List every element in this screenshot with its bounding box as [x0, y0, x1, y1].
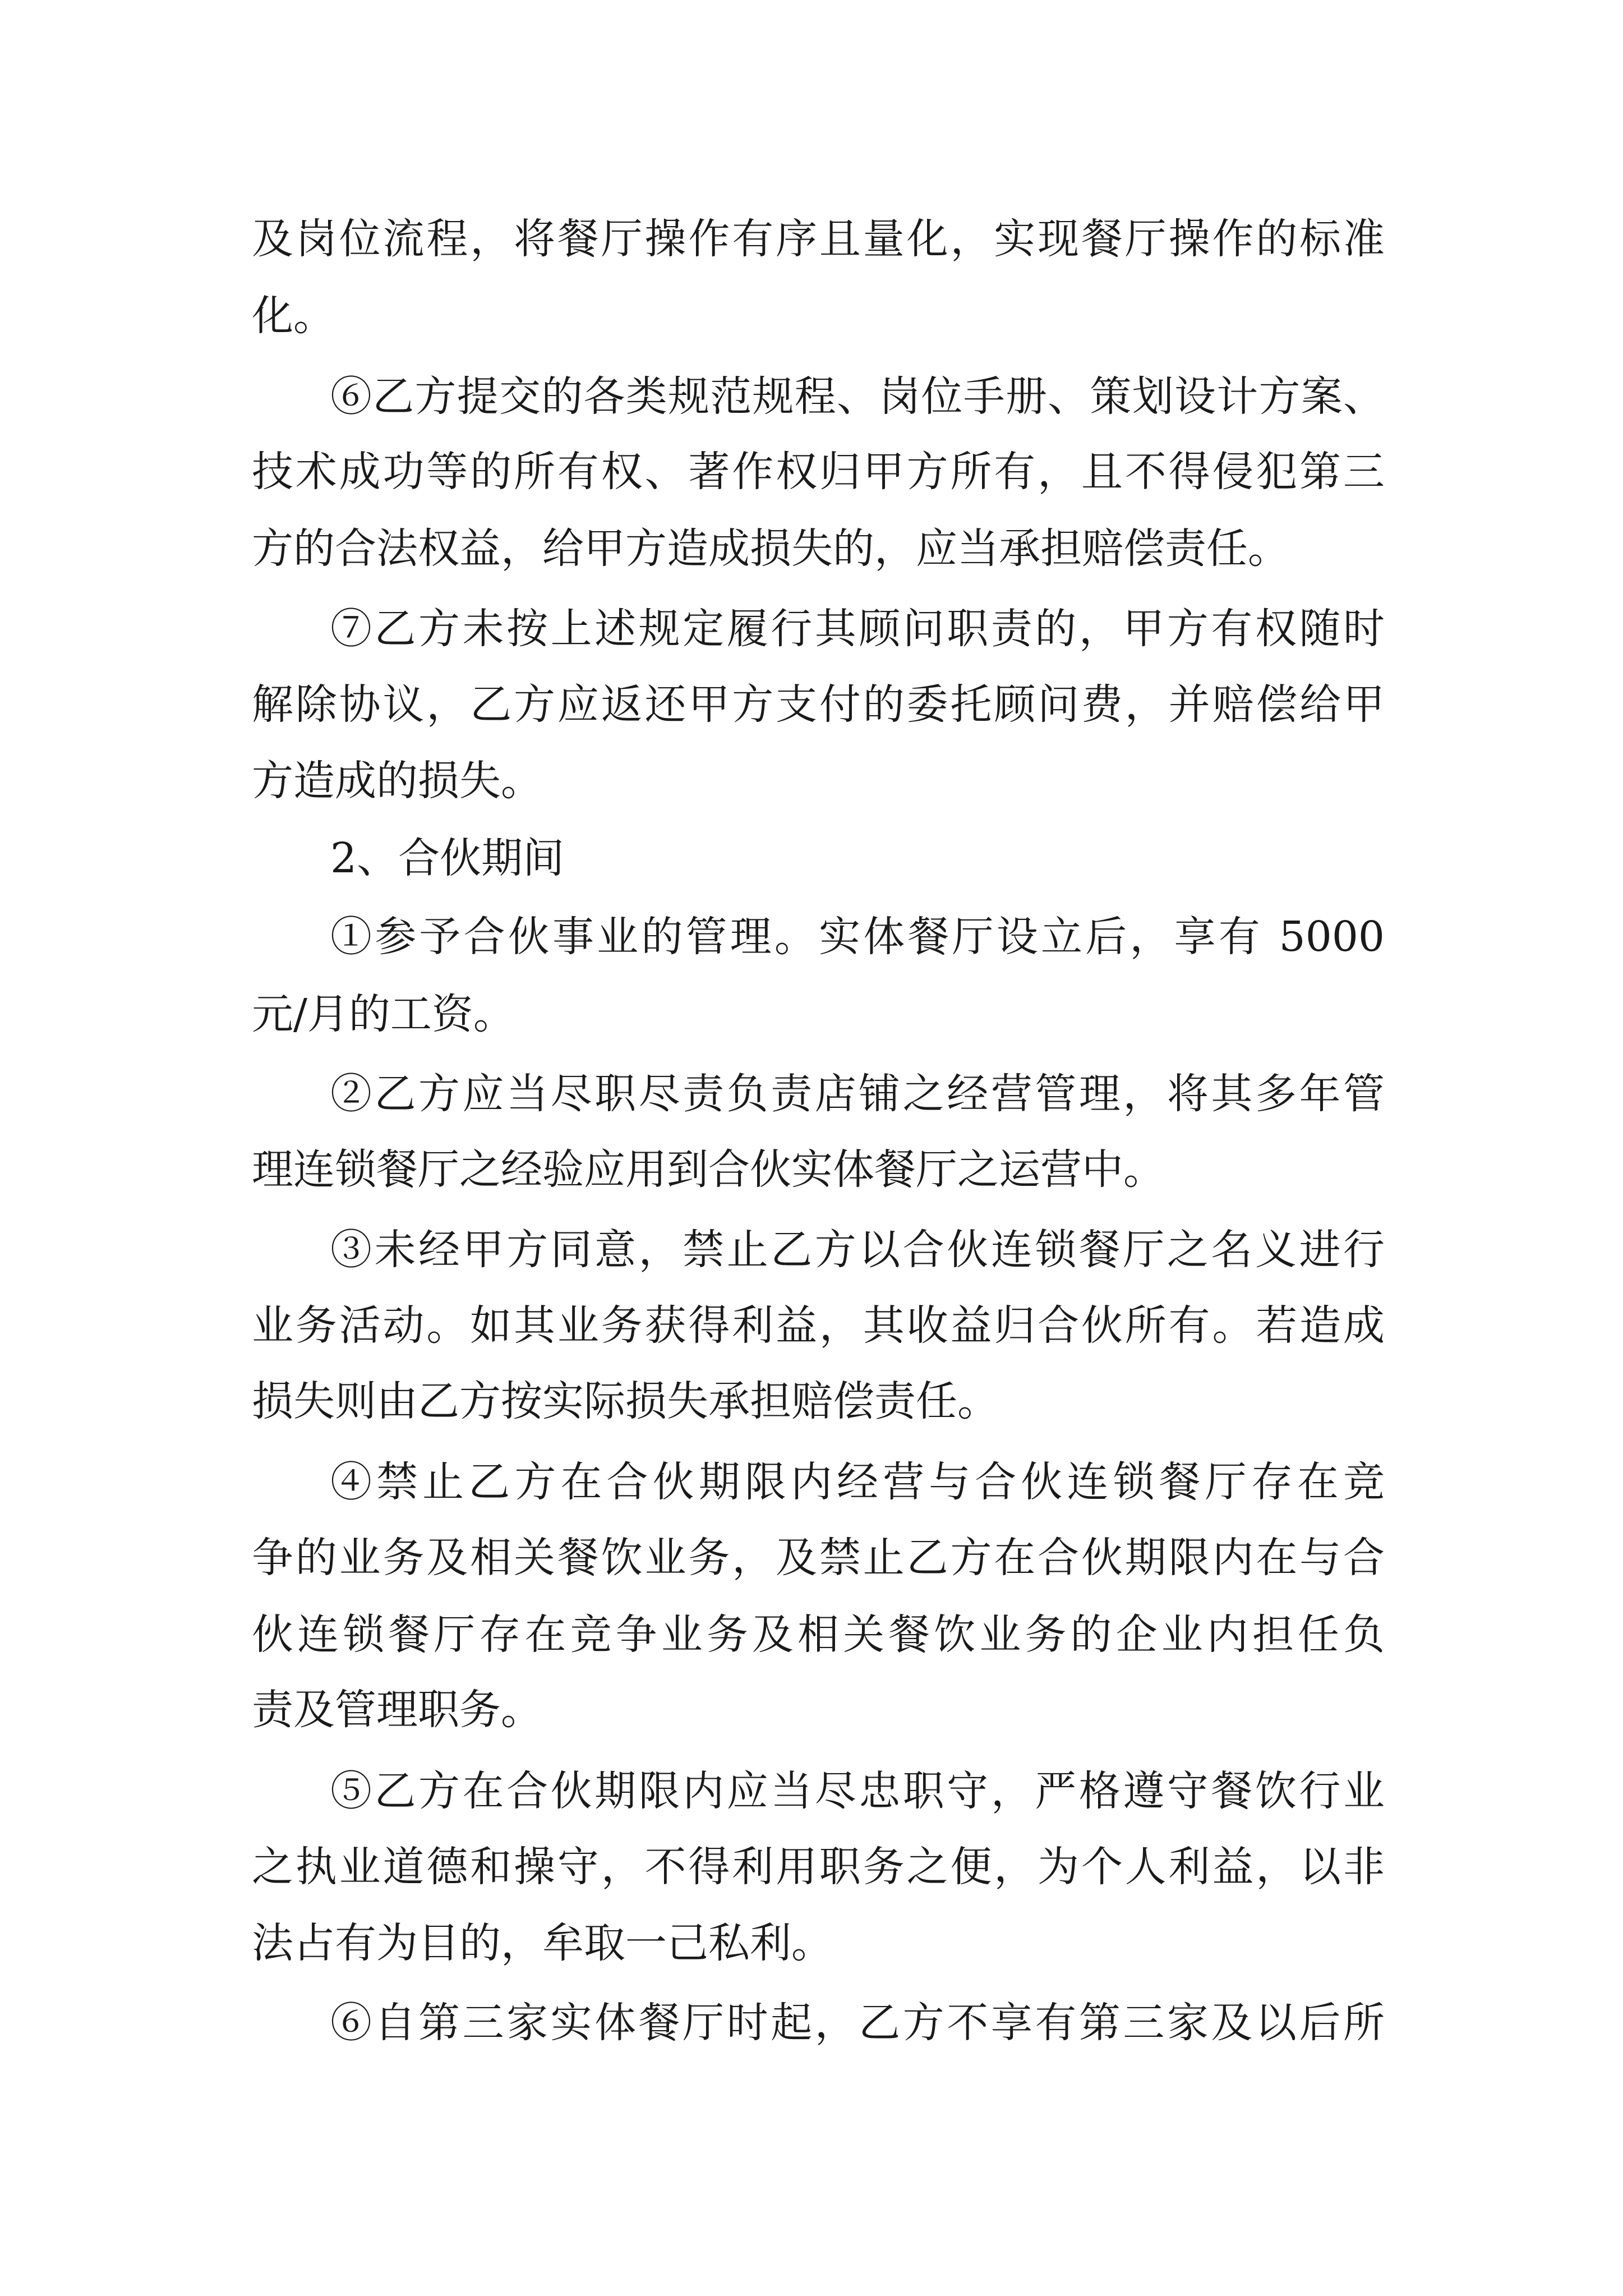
text-line: ③未经甲方同意，禁止乙方以合伙连锁餐厅之名义进行 [330, 1226, 1385, 1274]
text-line: 解除协议，乙方应返还甲方支付的委托顾问费，并赔偿给甲 [252, 680, 1385, 729]
text-line: 争的业务及相关餐饮业务，及禁止乙方在合伙期限内在与合 [252, 1534, 1385, 1582]
text-line: ⑥自第三家实体餐厅时起，乙方不享有第三家及以后所 [330, 1999, 1385, 2047]
section-heading: 2、合伙期间 [330, 834, 565, 882]
text-line: ⑦乙方未按上述规定履行其顾问职责的，甲方有权随时 [330, 605, 1385, 653]
text-line: 之执业道德和操守，不得利用职务之便，为个人利益，以非 [252, 1843, 1385, 1891]
text-line: 法占有为目的，牟取一己私利。 [252, 1919, 833, 1967]
text-line: 技术成功等的所有权、著作权归甲方所有，且不得侵犯第三 [252, 448, 1385, 496]
text-line: 伙连锁餐厅存在竞争业务及相关餐饮业务的企业内担任负 [252, 1611, 1385, 1659]
text-line: 责及管理职务。 [252, 1686, 542, 1734]
text-line: 及岗位流程，将餐厅操作有序且量化，实现餐厅操作的标准 [252, 215, 1385, 263]
text-line: ②乙方应当尽职尽责负责店铺之经营管理，将其多年管 [330, 1070, 1385, 1118]
text-line: 方的合法权益，给甲方造成损失的，应当承担赔偿责任。 [252, 524, 1289, 573]
text-line: 化。 [252, 292, 335, 340]
text-line: 元/月的工资。 [252, 990, 515, 1038]
text-line: 理连锁餐厅之经验应用到合伙实体餐厅之运营中。 [252, 1145, 1165, 1194]
text-line: 损失则由乙方按实际损失承担赔偿责任。 [252, 1377, 999, 1425]
text-line: 业务活动。如其业务获得利益，其收益归合伙所有。若造成 [252, 1301, 1385, 1350]
text-line: 方造成的损失。 [252, 757, 542, 805]
text-line: ①参予合伙事业的管理。实体餐厅设立后，享有 5000 [330, 913, 1385, 961]
text-line: ⑥乙方提交的各类规范规程、岗位手册、策划设计方案、 [330, 372, 1385, 421]
text-line: ④禁止乙方在合伙期限内经营与合伙连锁餐厅存在竞 [330, 1458, 1385, 1506]
text-line: ⑤乙方在合伙期限内应当尽忠职守，严格遵守餐饮行业 [330, 1767, 1385, 1815]
